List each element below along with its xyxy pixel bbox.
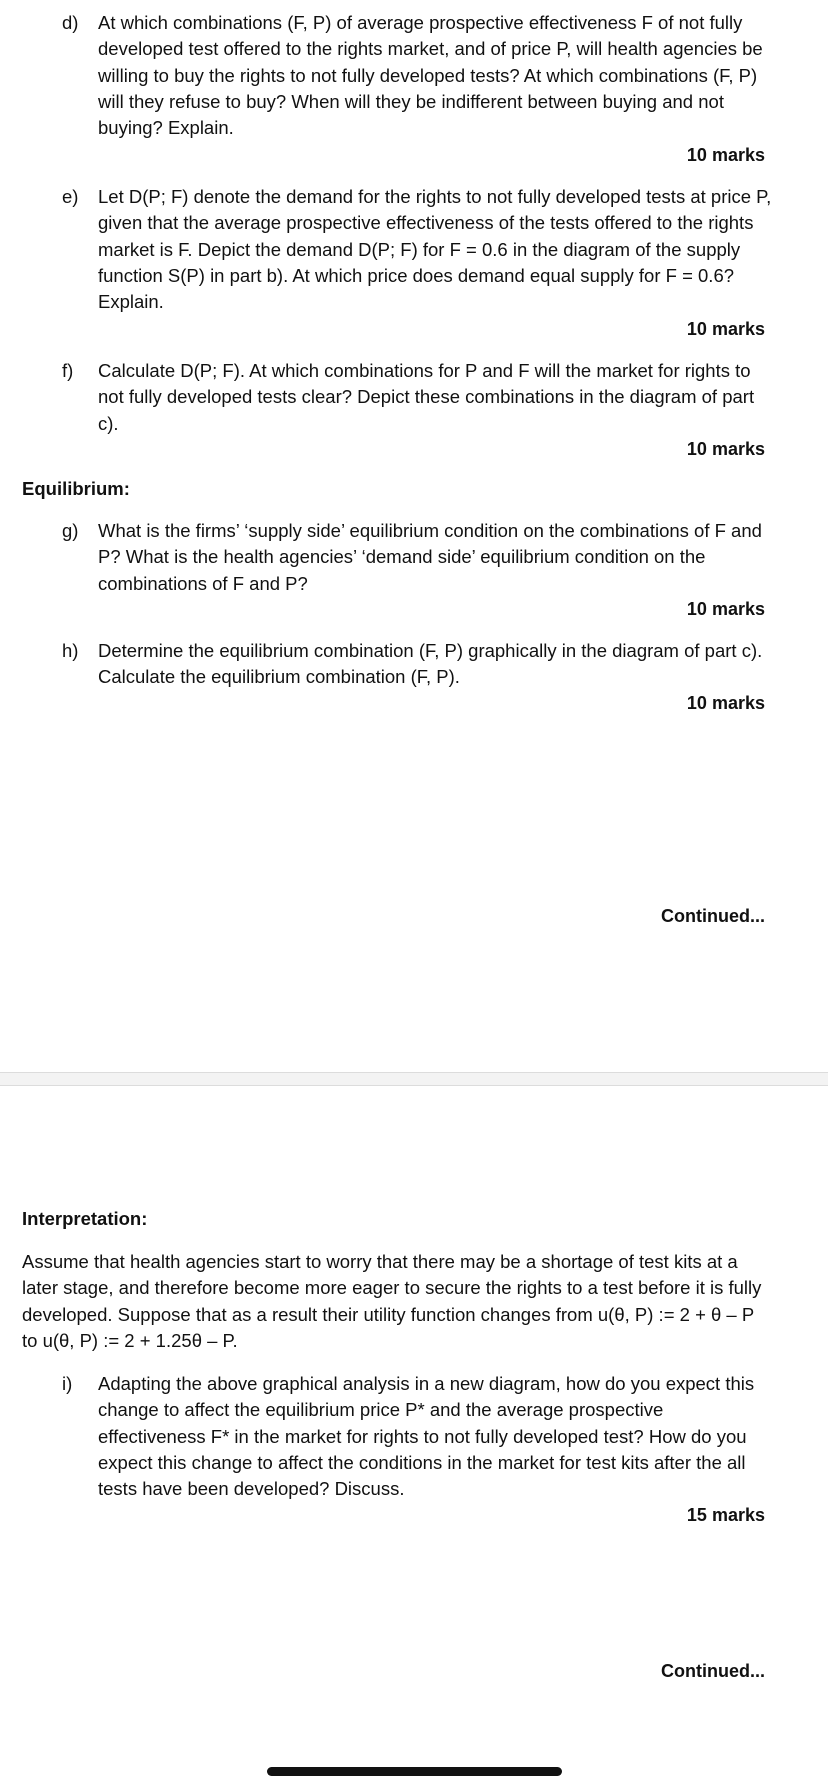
marks-label: 15 marks	[686, 1505, 765, 1525]
continued-label: Continued...	[661, 1661, 765, 1681]
marks-label: 10 marks	[686, 439, 765, 459]
question-text: Adapting the above graphical analysis in a new diagram, how do you expect this change to affect the equilibrium price P* and the average prospective effectiveness F* in the market for rights to not fully developed test? How do you expect this change to affect the conditions in the market for test kits after the all tests have been developed? Discuss.	[98, 1373, 755, 1500]
question-h	[62, 638, 772, 691]
question-label: g)	[62, 520, 79, 541]
question-e	[62, 184, 772, 315]
question-text: Calculate D(P; F). At which combinations for P and F will the market for rights to not fully developed tests clear? Depict these combinations in the diagram of part c).	[98, 360, 755, 434]
question-text: Let D(P; F) denote the demand for the rights to not fully developed tests at price P, given that the average prospective effectiveness of the tests offered to the rights market is F. Depict the demand D(P; F) for F = 0.6 in the diagram of the supply function S(P) in part b). At which price does demand equal supply for F = 0.6? Explain.	[98, 186, 772, 313]
section-heading-equilibrium: Equilibrium:	[22, 478, 130, 499]
intro-paragraph: Assume that health agencies start to worry that there may be a shortage of test kits at a later stage, and therefore become more eager to secure the rights to a test before it is fully developed. Suppose that as a result their utility function changes from u(θ, P) := 2 + θ – P to u(θ, P) := 2 + 1.25θ – P.	[22, 1251, 762, 1351]
question-text: What is the firms’ ‘supply side’ equilibrium condition on the combinations of F and P? What is the health agencies’ ‘demand side’ equilibrium condition on the combinations of F and P?	[98, 520, 762, 594]
continued-label: Continued...	[661, 906, 765, 926]
page-2	[0, 1086, 828, 1792]
question-i	[62, 1371, 772, 1502]
marks-label: 10 marks	[686, 145, 765, 165]
question-f	[62, 358, 772, 437]
question-text: Determine the equilibrium combination (F, P) graphically in the diagram of part c). Calculate the equilibrium combination (F, P).	[98, 640, 763, 688]
question-label: h)	[62, 640, 79, 661]
question-label: f)	[62, 360, 74, 381]
question-label: d)	[62, 12, 79, 33]
marks-label: 10 marks	[686, 599, 765, 619]
page-separator	[0, 1072, 828, 1086]
marks-label: 10 marks	[686, 693, 765, 713]
question-d	[62, 10, 772, 141]
marks-label: 10 marks	[686, 319, 765, 339]
question-text: At which combinations (F, P) of average prospective effectiveness F of not fully developed test offered to the rights market, and of price P, will health agencies be willing to buy the rights to not fully developed tests? At which combinations (F, P) will they refuse to buy? When will they be indifferent between buying and not buying? Explain.	[98, 12, 763, 139]
section-heading-interpretation: Interpretation:	[22, 1208, 148, 1229]
question-label: i)	[62, 1373, 73, 1394]
question-g	[62, 518, 772, 597]
question-label: e)	[62, 186, 79, 207]
home-indicator[interactable]	[267, 1767, 562, 1776]
